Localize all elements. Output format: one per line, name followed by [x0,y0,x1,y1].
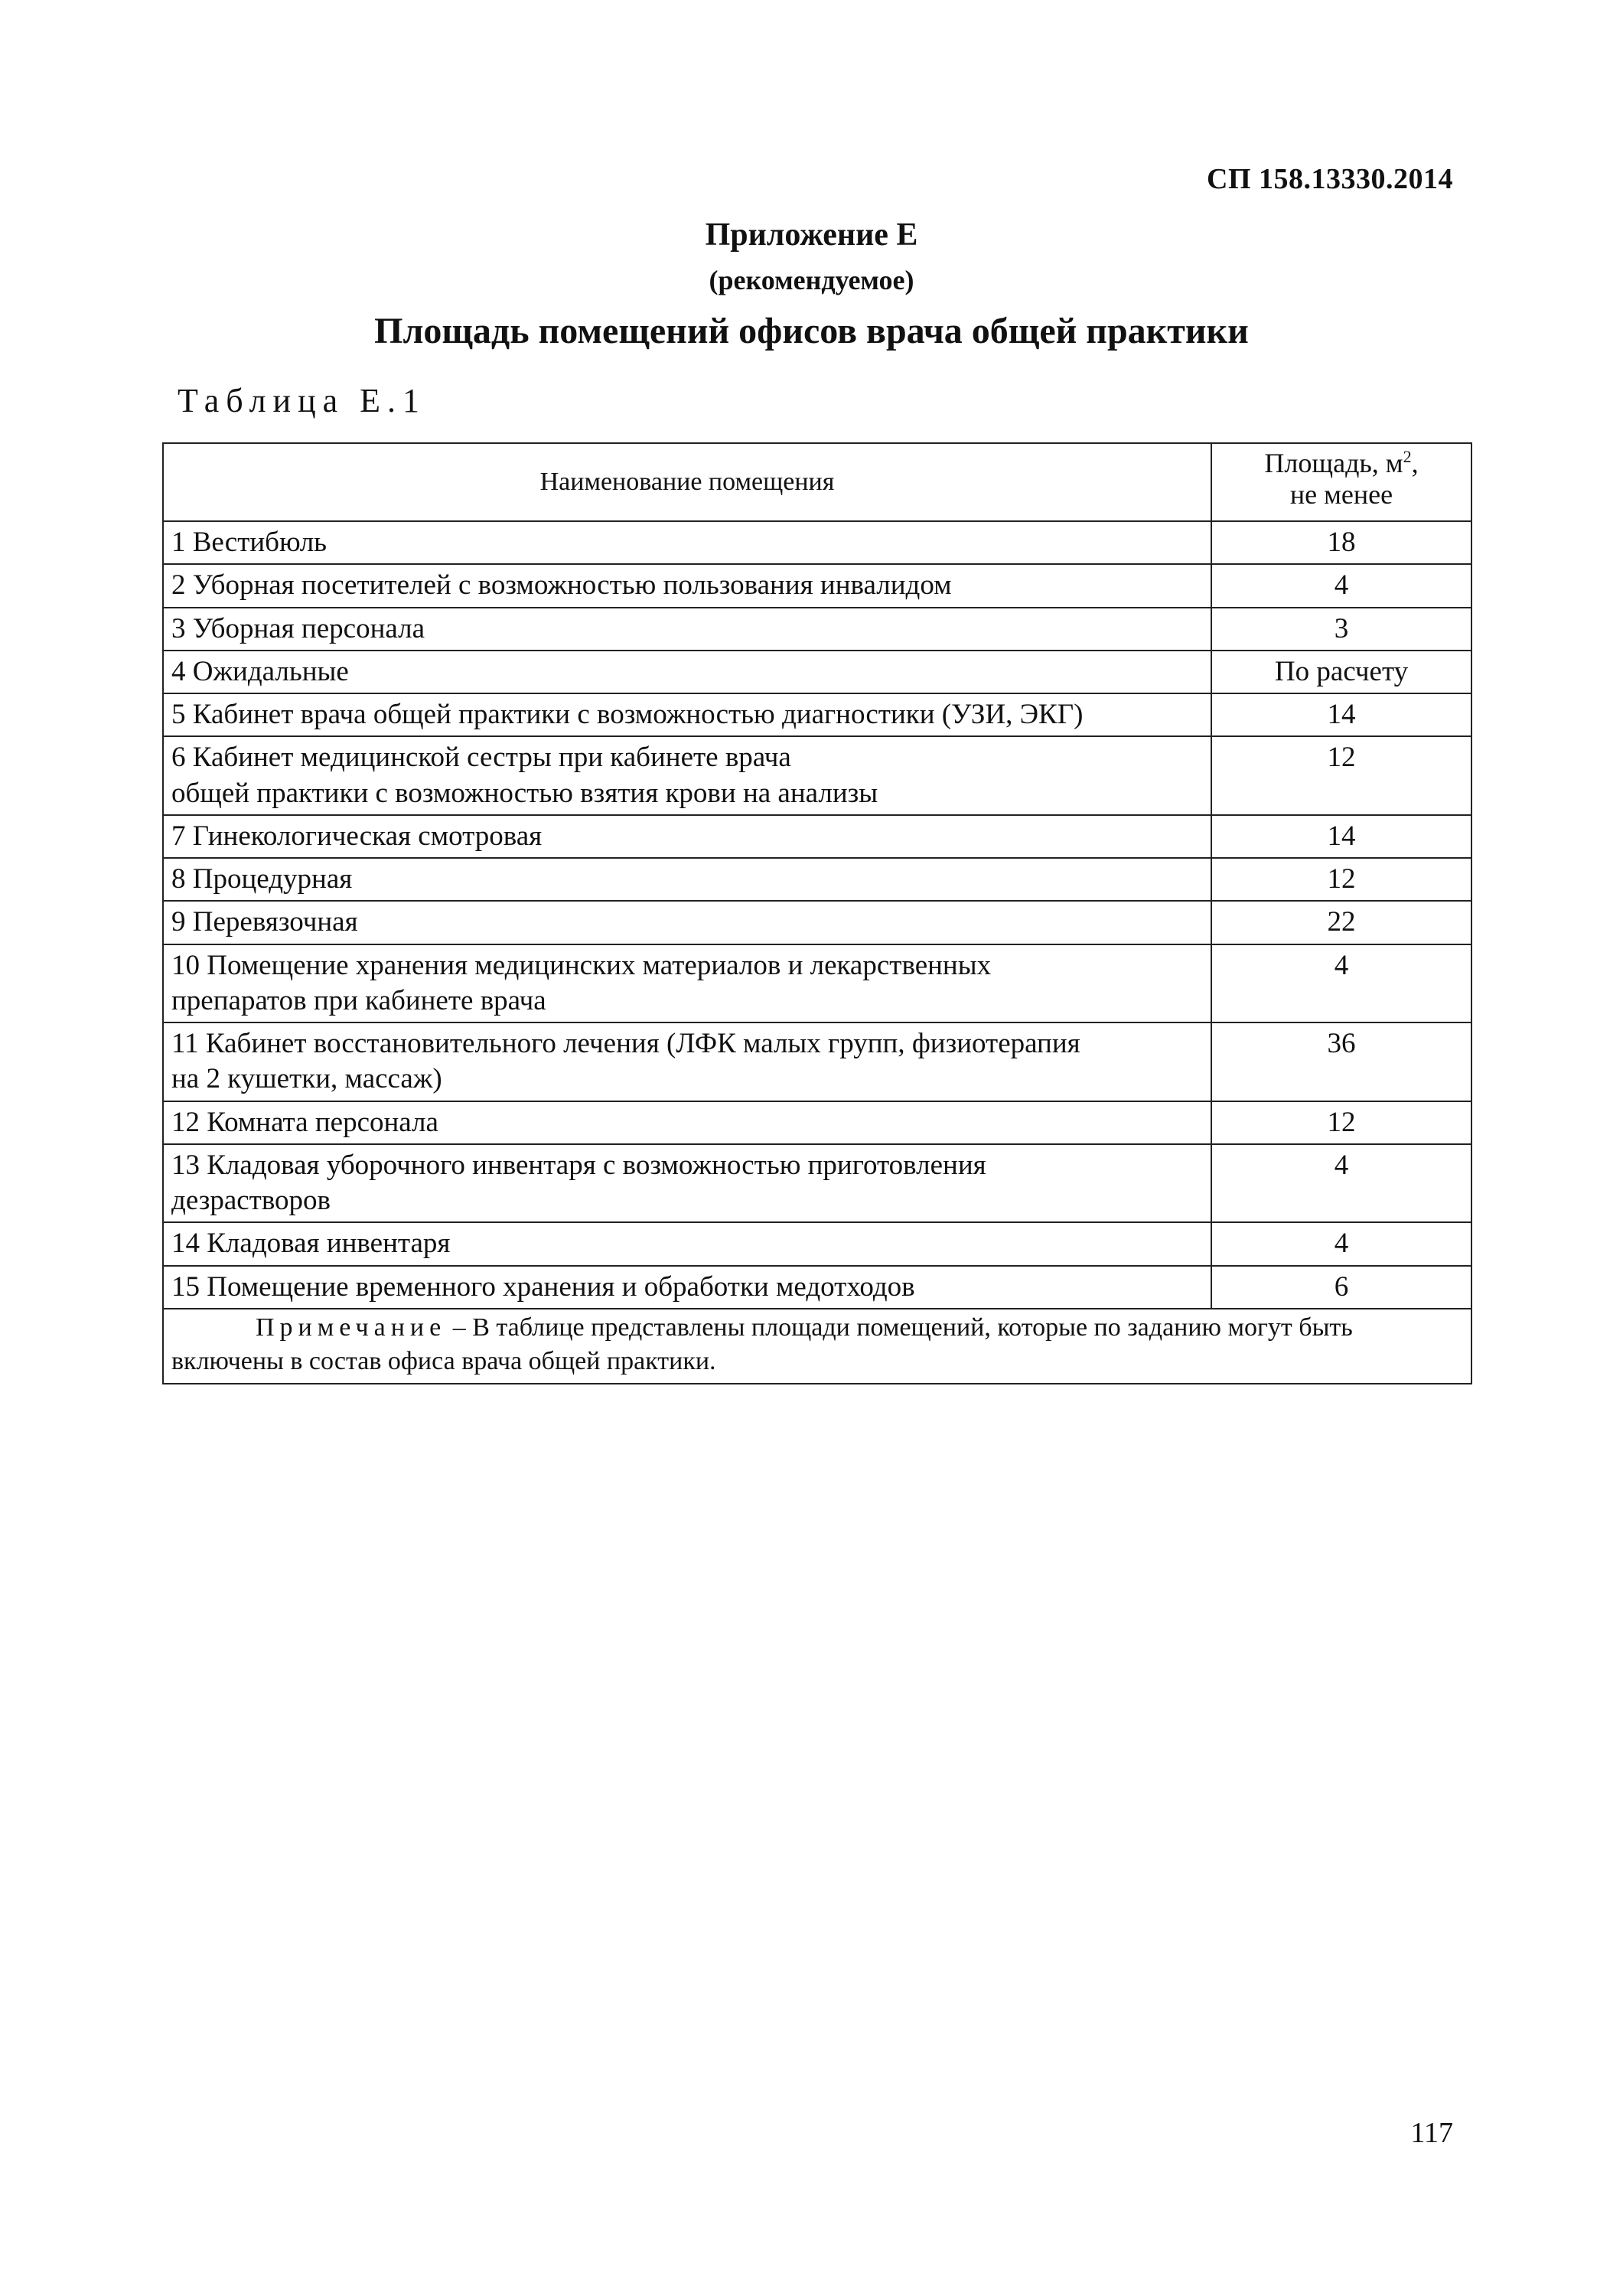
table-row [163,1022,1471,1101]
room-area-cell: 18 [1211,521,1471,564]
room-name-cell [163,815,1211,858]
table-row [163,1144,1471,1223]
room-name: 7 Гинекологическая смотровая [171,820,543,852]
table-row [163,901,1471,944]
room-name-continued: на 2 кушетки, массаж) [171,1063,442,1095]
table-caption: Таблица Е.1 [178,382,427,419]
column-header-area-qualifier: не менее [1289,479,1393,510]
table-row [163,608,1471,651]
room-area-cell: 3 [1211,608,1471,651]
room-name-cell [163,521,1211,564]
room-name: 10 Помещение хранения медицинских материалов и лекарственных [171,949,992,981]
room-area-cell: 22 [1211,901,1471,944]
table-header-row [163,443,1471,521]
room-area-cell: 4 [1211,944,1471,1023]
table-row [163,1101,1471,1144]
table-note-text: – В таблице представлены площади помещений, которые по заданию могут быть включены в состав офиса врача общей практики. [171,1313,1353,1375]
room-name-cell [163,693,1211,736]
column-header-area [1211,443,1471,521]
page-number: 117 [1410,2117,1453,2149]
column-header-area-unit-power: 2 [1403,447,1412,466]
room-name-cell [163,1144,1211,1223]
table-note [163,1309,1471,1384]
column-header-area-comma: , [1411,448,1419,478]
table-row [163,1222,1471,1265]
room-area-cell: По расчету [1211,651,1471,693]
room-area-cell: 4 [1211,1222,1471,1265]
appendix-status: (рекомендуемое) [709,265,914,295]
room-area-cell: 6 [1211,1266,1471,1309]
room-name-cell [163,901,1211,944]
table-row [163,564,1471,607]
room-name: 8 Процедурная [171,863,353,895]
room-area-cell: 12 [1211,858,1471,901]
document-code: СП 158.13330.2014 [1207,163,1453,195]
room-name: 12 Комната персонала [171,1106,438,1138]
room-name-cell [163,651,1211,693]
room-name-cell [163,1266,1211,1309]
table-row [163,858,1471,901]
table-row [163,815,1471,858]
room-area-cell: 4 [1211,564,1471,607]
room-name: 4 Ожидальные [171,655,349,687]
room-area-cell: 14 [1211,815,1471,858]
room-name-cell [163,736,1211,815]
room-name-cell [163,944,1211,1023]
page-title: Площадь помещений офисов врача общей практики [374,311,1249,351]
rooms-area-table-container [162,442,1471,1384]
room-area-cell: 14 [1211,693,1471,736]
room-name: 1 Вестибюль [171,527,328,558]
table-note-row [163,1309,1471,1384]
column-header-name: Наименование помещения [163,443,1211,521]
room-name: 5 Кабинет врача общей практики с возможностью диагностики (УЗИ, ЭКГ) [171,699,1084,730]
table-note-label: Примечание [256,1313,447,1342]
room-name-cell [163,858,1211,901]
table-row [163,1266,1471,1309]
room-name: 15 Помещение временного хранения и обработки медотходов [171,1270,915,1303]
column-header-area-label: Площадь, м [1264,448,1403,478]
room-name: 3 Уборная персонала [171,612,425,644]
room-name: 14 Кладовая инвентаря [171,1228,451,1260]
room-name-cell [163,1222,1211,1265]
room-name: 6 Кабинет медицинской сестры при кабинете врача [171,742,791,774]
table-row [163,693,1471,736]
room-name: 2 Уборная посетителей с возможностью пользования инвалидом [171,569,952,602]
room-name: 11 Кабинет восстановительного лечения (ЛФК малых групп, физиотерапия [171,1028,1080,1059]
appendix-title: Приложение Е [705,217,918,253]
room-name-continued: дезрастворов [171,1185,331,1216]
room-name: 13 Кладовая уборочного инвентаря с возможностью приготовления [171,1149,986,1181]
room-name: 9 Перевязочная [171,906,358,938]
table-row [163,736,1471,815]
room-name-cell [163,564,1211,607]
room-name-cell [163,1022,1211,1101]
room-name-continued: препаратов при кабинете врача [171,984,546,1016]
table-row [163,651,1471,693]
room-name-cell [163,1101,1211,1144]
room-area-cell: 12 [1211,736,1471,815]
room-name-continued: общей практики с возможностью взятия крови на анализы [171,777,878,809]
room-area-cell: 4 [1211,1144,1471,1223]
table-body [163,521,1471,1309]
table-row [163,521,1471,564]
table-row [163,944,1471,1023]
room-name-cell [163,608,1211,651]
room-area-cell: 36 [1211,1022,1471,1101]
room-area-cell: 12 [1211,1101,1471,1144]
rooms-area-table [162,442,1472,1384]
